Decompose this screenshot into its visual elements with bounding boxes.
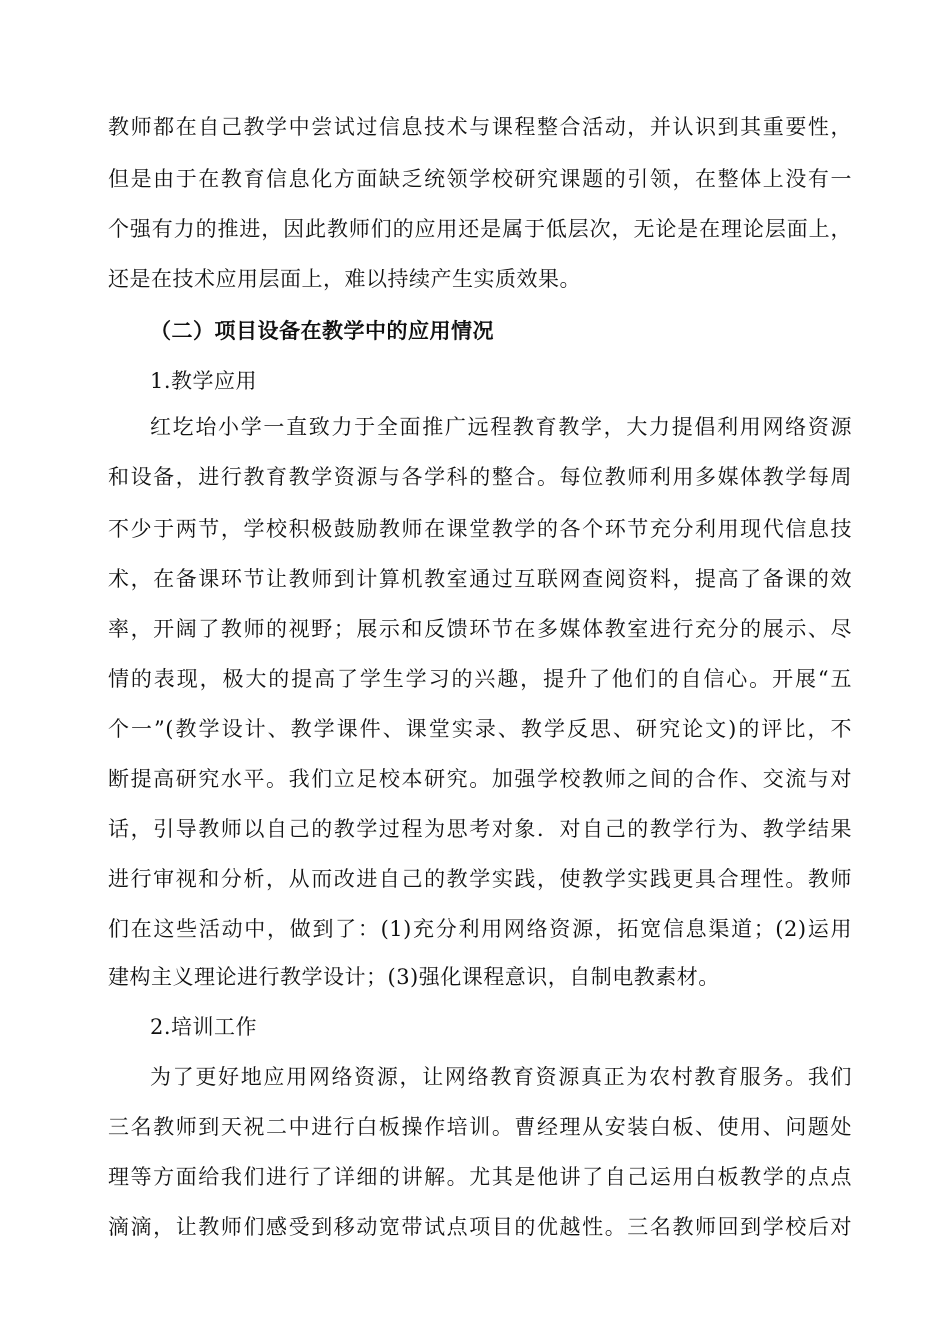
- subsection-title: 1.教学应用: [150, 369, 258, 393]
- text-line: 断提高研究水平。我们立足校本研究。加强学校教师之间的合作、交流与对: [108, 767, 852, 791]
- text-line: 情的表现，极大的提高了学生学习的兴趣，提升了他们的自信心。开展“五: [108, 667, 852, 691]
- text-line: 话，引导教师以自己的教学过程为思考对象．对自己的教学行为、教学结果: [108, 817, 852, 841]
- section-heading: （二）项目设备在教学中的应用情况: [150, 318, 494, 343]
- text-line: 术，在备课环节让教师到计算机教室通过互联网查阅资料，提高了备课的效: [108, 567, 852, 591]
- text-line: 个强有力的推进，因此教师们的应用还是属于低层次，无论是在理论层面上，: [108, 217, 852, 241]
- text-line: 为了更好地应用网络资源，让网络教育资源真正为农村教育服务。我们: [150, 1065, 852, 1089]
- text-line: 建构主义理论进行教学设计；(3)强化课程意识，自制电教素材。: [108, 965, 720, 989]
- text-line: 进行审视和分析，从而改进自己的教学实践，使教学实践更具合理性。教师: [108, 867, 852, 891]
- text-line: 但是由于在教育信息化方面缺乏统领学校研究课题的引领，在整体上没有一: [108, 167, 852, 191]
- text-line: 和设备，进行教育教学资源与各学科的整合。每位教师利用多媒体教学每周: [108, 465, 852, 489]
- text-line: 还是在技术应用层面上，难以持续产生实质效果。: [108, 267, 581, 291]
- subsection-title: 2.培训工作: [150, 1015, 258, 1039]
- text-line: 滴滴，让教师们感受到移动宽带试点项目的优越性。三名教师回到学校后对: [108, 1215, 852, 1239]
- text-line: 个一”(教学设计、教学课件、课堂实录、教学反思、研究论文)的评比，不: [108, 717, 852, 741]
- text-line: 教师都在自己教学中尝试过信息技术与课程整合活动，并认识到其重要性，: [108, 115, 852, 139]
- text-line: 们在这些活动中，做到了：(1)充分利用网络资源，拓宽信息渠道；(2)运用: [108, 917, 852, 941]
- text-line: 红圪坮小学一直致力于全面推广远程教育教学，大力提倡利用网络资源: [150, 415, 852, 439]
- text-line: 率，开阔了教师的视野；展示和反馈环节在多媒体教室进行充分的展示、尽: [108, 617, 852, 641]
- text-line: 理等方面给我们进行了详细的讲解。尤其是他讲了自己运用白板教学的点点: [108, 1165, 852, 1189]
- text-line: 不少于两节，学校积极鼓励教师在课堂教学的各个环节充分利用现代信息技: [108, 517, 852, 541]
- text-line: 三名教师到天祝二中进行白板操作培训。曹经理从安装白板、使用、问题处: [108, 1115, 852, 1139]
